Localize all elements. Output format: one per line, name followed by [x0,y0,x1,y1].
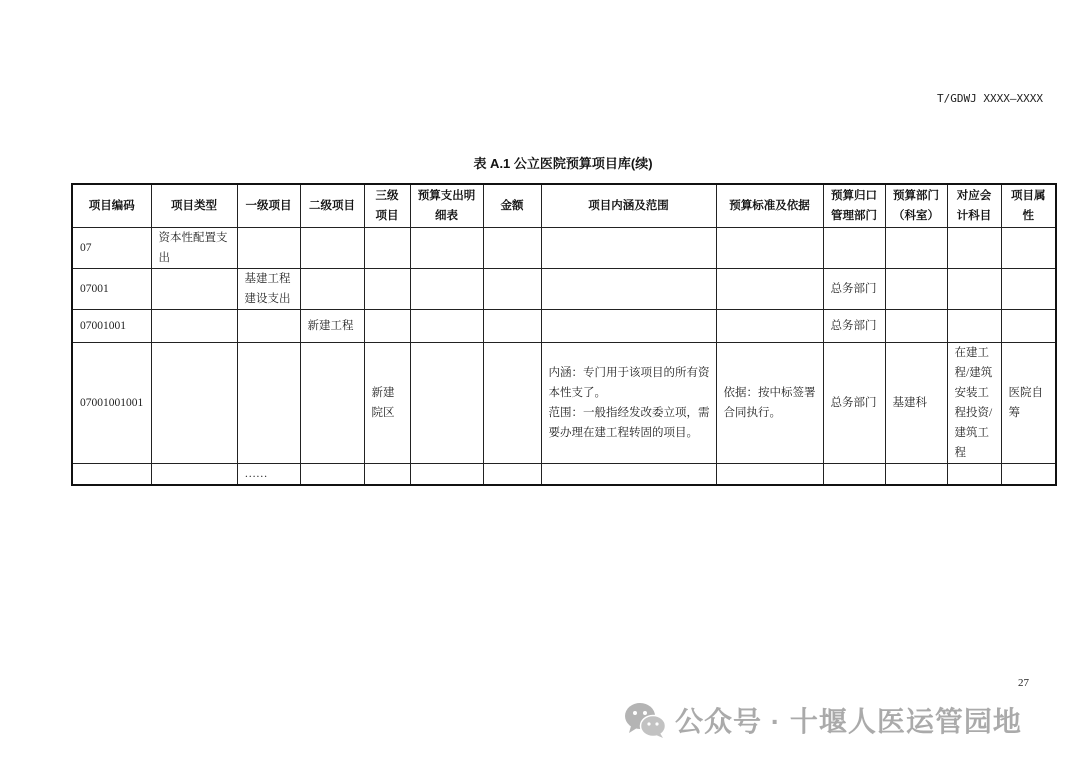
cell-project-attribute [1001,463,1056,485]
cell-amount [483,227,541,268]
cell-budget-dept: 基建科 [885,342,947,463]
cell-detail-table [410,227,483,268]
cell-level2-item [300,342,364,463]
cell-content-scope: 内涵：专门用于该项目的所有资 本性支了。 范围：一般指经发改委立项，需 要办理在建工程转固的项目。 [541,342,716,463]
watermark-text: 公众号 · 十堰人医运管园地 [675,706,1022,737]
cell-mgmt-dept [823,227,885,268]
cell-level2-item [300,463,364,485]
budget-table [71,183,1057,486]
table-title: 表 A.1 公立医院预算项目库(续) [473,156,653,171]
watermark [623,698,1022,742]
cell-project-code: 07001001001 [72,342,151,463]
cell-account-subject [947,268,1001,309]
cell-project-type [151,463,237,485]
table-row [72,342,1056,463]
cell-level3-item: 新建 院区 [364,342,410,463]
cell-budget-dept [885,463,947,485]
cell-mgmt-dept: 总务部门 [823,342,885,463]
column-header-level1-item: 一级项目 [237,184,300,227]
cell-mgmt-dept [823,463,885,485]
cell-project-type [151,309,237,342]
cell-standard-basis: 依据：按中标签署 合同执行。 [716,342,823,463]
document-standard-code: T/GDWJ XXXX—XXXX [937,92,1043,105]
cell-account-subject [947,309,1001,342]
wechat-icon [623,700,667,740]
column-header-level3-item: 三级 项目 [364,184,410,227]
cell-detail-table [410,268,483,309]
cell-standard-basis [716,463,823,485]
column-header-amount: 金额 [483,184,541,227]
column-header-standard-basis: 预算标准及依据 [716,184,823,227]
cell-account-subject [947,227,1001,268]
cell-level1-item [237,227,300,268]
cell-project-attribute: 医院自 筹 [1001,342,1056,463]
column-header-project-type: 项目类型 [151,184,237,227]
cell-project-type [151,268,237,309]
cell-project-type [151,342,237,463]
cell-budget-dept [885,268,947,309]
cell-amount [483,342,541,463]
cell-level3-item [364,268,410,309]
cell-level3-item [364,309,410,342]
cell-content-scope [541,227,716,268]
cell-project-code: 07001 [72,268,151,309]
cell-level3-item [364,227,410,268]
cell-project-attribute [1001,227,1056,268]
column-header-project-code: 项目编码 [72,184,151,227]
cell-level2-item [300,227,364,268]
table-row [72,309,1056,342]
cell-content-scope [541,463,716,485]
cell-level1-item [237,342,300,463]
column-header-mgmt-dept: 预算归口 管理部门 [823,184,885,227]
cell-detail-table [410,309,483,342]
cell-standard-basis [716,227,823,268]
cell-mgmt-dept: 总务部门 [823,309,885,342]
column-header-budget-dept: 预算部门 （科室） [885,184,947,227]
cell-project-type: 资本性配置支 出 [151,227,237,268]
cell-budget-dept [885,309,947,342]
page-number: 27 [1018,677,1029,689]
cell-project-attribute [1001,309,1056,342]
table-row [72,268,1056,309]
column-header-content-scope: 项目内涵及范围 [541,184,716,227]
cell-content-scope [541,268,716,309]
cell-budget-dept [885,227,947,268]
table-row [72,227,1056,268]
cell-standard-basis [716,268,823,309]
cell-project-code: 07 [72,227,151,268]
cell-account-subject: 在建工 程/建筑 安装工 程投资/ 建筑工 程 [947,342,1001,463]
column-header-level2-item: 二级项目 [300,184,364,227]
table-header-row [72,184,1056,227]
cell-project-code: 07001001 [72,309,151,342]
table-body [72,227,1056,485]
cell-amount [483,268,541,309]
cell-project-attribute [1001,268,1056,309]
cell-detail-table [410,463,483,485]
table-row [72,463,1056,485]
cell-mgmt-dept: 总务部门 [823,268,885,309]
cell-content-scope [541,309,716,342]
cell-level1-item [237,309,300,342]
cell-level2-item: 新建工程 [300,309,364,342]
cell-amount [483,463,541,485]
column-header-project-attribute: 项目属 性 [1001,184,1056,227]
cell-standard-basis [716,309,823,342]
cell-amount [483,309,541,342]
cell-detail-table [410,342,483,463]
cell-level2-item [300,268,364,309]
column-header-detail-table: 预算支出明 细表 [410,184,483,227]
table-header [72,184,1056,227]
cell-level1-item: …… [237,463,300,485]
cell-account-subject [947,463,1001,485]
cell-level1-item: 基建工程 建设支出 [237,268,300,309]
cell-level3-item [364,463,410,485]
column-header-account-subject: 对应会 计科目 [947,184,1001,227]
cell-project-code [72,463,151,485]
